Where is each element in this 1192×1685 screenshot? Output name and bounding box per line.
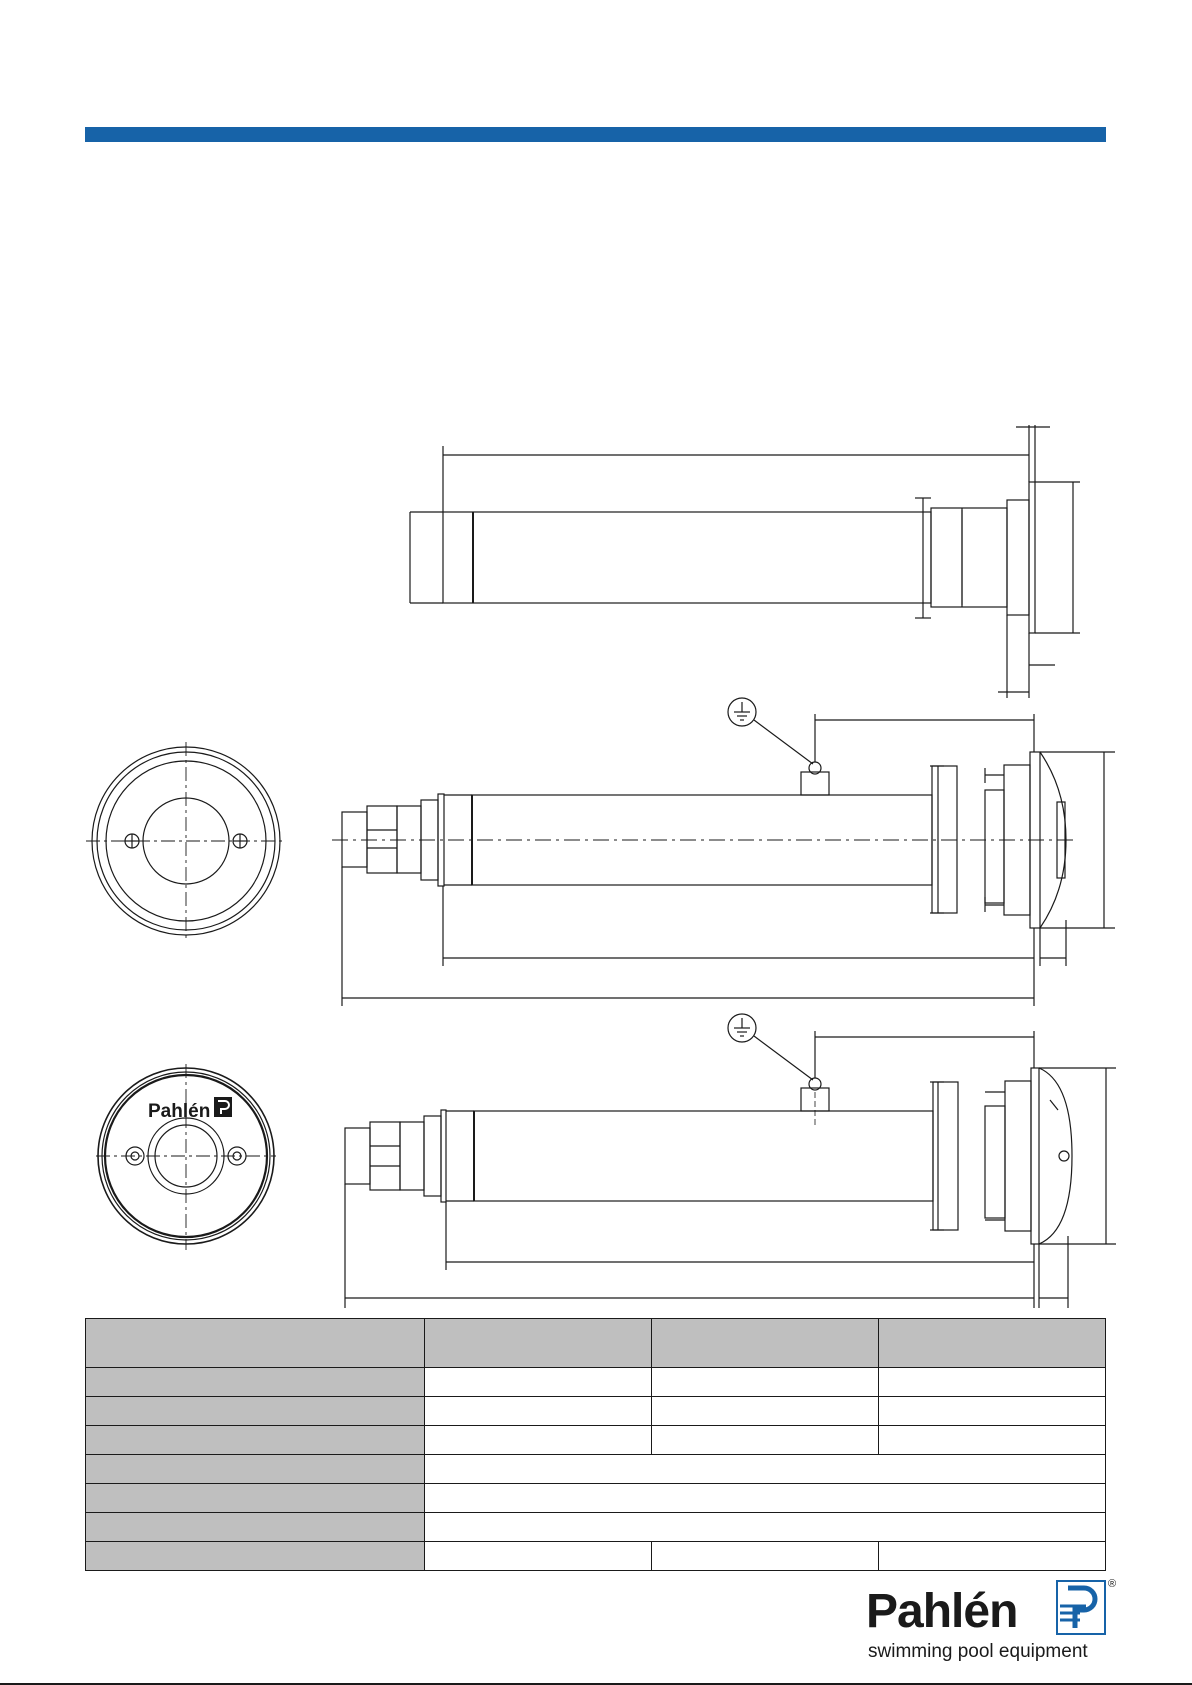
table-cell — [652, 1319, 879, 1368]
brand-tagline: swimming pool equipment — [868, 1641, 1088, 1662]
lamp-front-view-branded — [96, 1064, 276, 1250]
lamp-side-view-2 — [345, 1031, 1116, 1308]
faceplate-brand-text: Pahlén — [148, 1101, 211, 1122]
table-cell — [86, 1484, 425, 1513]
table-cell — [86, 1542, 425, 1571]
header-accent-bar — [85, 127, 1106, 142]
table-cell — [86, 1368, 425, 1397]
brand-name: Pahlén — [866, 1585, 1018, 1638]
table-header-row — [86, 1319, 1106, 1368]
table-row — [86, 1455, 1106, 1484]
earth-ground-symbol-2 — [728, 1014, 813, 1080]
table-row — [86, 1513, 1106, 1542]
table-row — [86, 1484, 1106, 1513]
brand-mark-icon — [1056, 1580, 1106, 1635]
lamp-front-view-plain — [86, 742, 286, 940]
faceplate-logo — [148, 1097, 232, 1122]
table-cell — [425, 1319, 652, 1368]
earth-ground-symbol — [728, 698, 813, 764]
table-cell — [652, 1368, 879, 1397]
table-cell — [879, 1319, 1106, 1368]
table-cell — [425, 1397, 652, 1426]
table-cell — [86, 1319, 425, 1368]
table-row — [86, 1397, 1106, 1426]
table-cell — [879, 1397, 1106, 1426]
table-cell — [879, 1426, 1106, 1455]
table-cell — [652, 1397, 879, 1426]
table-cell — [879, 1542, 1106, 1571]
table-cell — [652, 1542, 879, 1571]
table-cell — [86, 1455, 425, 1484]
table-cell — [425, 1513, 1106, 1542]
lamp-side-view-1 — [332, 714, 1115, 1006]
table-cell — [425, 1484, 1106, 1513]
table-cell — [879, 1368, 1106, 1397]
table-cell — [425, 1455, 1106, 1484]
brand-logo — [866, 1580, 1116, 1675]
niche-side-view — [410, 425, 1080, 698]
table-cell — [86, 1426, 425, 1455]
technical-drawing — [0, 400, 1192, 1315]
table-cell — [652, 1426, 879, 1455]
table-row — [86, 1542, 1106, 1571]
table-cell — [86, 1513, 425, 1542]
table-row — [86, 1426, 1106, 1455]
table-cell — [425, 1368, 652, 1397]
specification-table — [85, 1318, 1106, 1571]
table-cell — [86, 1397, 425, 1426]
table-cell — [425, 1542, 652, 1571]
registered-mark: ® — [1108, 1578, 1117, 1590]
table-cell — [425, 1426, 652, 1455]
table-row — [86, 1368, 1106, 1397]
